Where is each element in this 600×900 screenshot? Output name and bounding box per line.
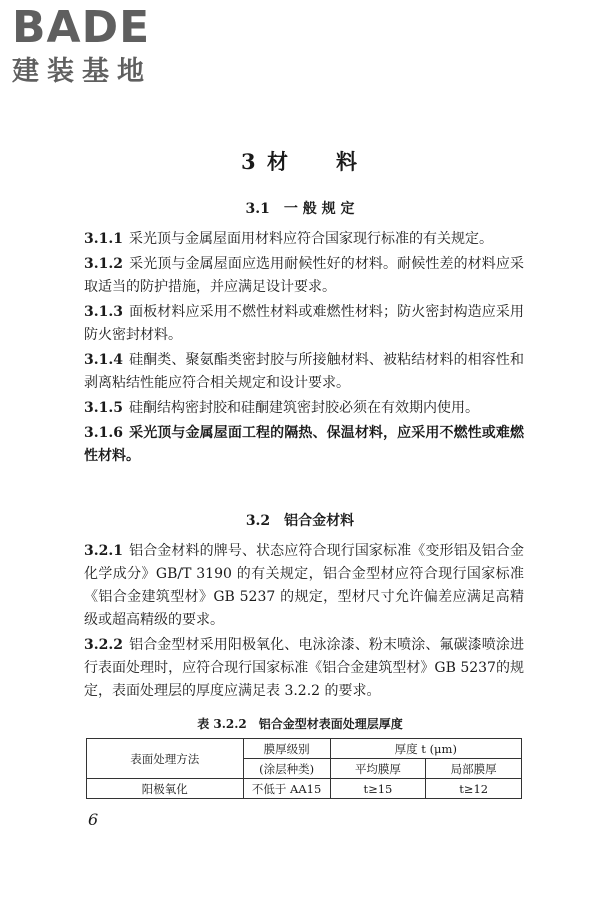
page-number: 6	[88, 810, 99, 829]
section-title-3-2: 3.2 铝合金材料	[245, 513, 355, 529]
clause-number: 3.2.2	[84, 637, 123, 653]
logo-wordmark: BADE	[12, 2, 151, 53]
clause-text: 硅酮类、聚氨酯类密封胶与所接触材料、被粘结材料的相容性和剥离粘结性能应符合相关规定和设计要求。	[84, 352, 524, 391]
clause-text: 铝合金型材采用阳极氧化、电泳涂漆、粉末喷涂、氟碳漆喷涂进行表面处理时，应符合现行国家标准《铝合金建筑型材》GB 5237的规定，表面处理层的厚度应满足表 3.2.2 的要求。	[84, 637, 524, 699]
clause-number: 3.1.2	[84, 256, 123, 272]
clause-3-2-2	[84, 634, 524, 703]
clause-text: 面板材料应采用不燃性材料或难燃性材料；防火密封构造应采用防火密封材料。	[84, 304, 524, 343]
clause-text: 采光顶与金属屋面工程的隔热、保温材料，应采用不燃性或难燃性材料。	[84, 425, 524, 464]
clause-3-1-6	[84, 422, 524, 468]
clause-3-1-5	[84, 397, 524, 420]
cell-local: t≥12	[426, 779, 522, 799]
clause-text: 硅酮结构密封胶和硅酮建筑密封胶必须在有效期内使用。	[128, 400, 479, 416]
clause-3-2-1	[84, 540, 524, 632]
header-level: 膜厚级别	[243, 739, 330, 759]
clause-3-1-4	[84, 349, 524, 395]
header-local: 局部膜厚	[426, 759, 522, 779]
cell-level: 不低于 AA15	[243, 779, 330, 799]
clause-number: 3.1.1	[84, 231, 123, 247]
section-3-2-body	[84, 540, 524, 705]
clause-number: 3.1.3	[84, 304, 123, 320]
clause-number: 3.1.4	[84, 352, 123, 368]
clause-number: 3.1.6	[84, 425, 123, 441]
clause-number: 3.1.5	[84, 400, 123, 416]
clause-text: 铝合金材料的牌号、状态应符合现行国家标准《变形铝及铝合金化学成分》GB/T 3190 的有关规定，铝合金型材应符合现行国家标准《铝合金建筑型材》GB 5237 的规定，型材尺寸允许偏差应满足高精级或超高精级的要求。	[84, 543, 524, 628]
clause-3-1-2	[84, 253, 524, 299]
section-3-1-body	[84, 228, 524, 470]
chapter-title: 3 材 料	[241, 149, 359, 174]
cell-method: 阳极氧化	[87, 779, 244, 799]
logo-chinese-name: 建装基地	[12, 56, 152, 87]
section-title-3-1: 3.1 一 般 规 定	[245, 201, 355, 217]
table-row	[87, 779, 522, 799]
clause-number: 3.2.1	[84, 543, 123, 559]
clause-3-1-3	[84, 301, 524, 347]
surface-treatment-table	[86, 738, 522, 799]
clause-text: 采光顶与金属屋面用材料应符合国家现行标准的有关规定。	[128, 231, 493, 247]
header-avg: 平均膜厚	[330, 759, 426, 779]
bade-logo	[12, 4, 152, 88]
table-caption: 表 3.2.2 铝合金型材表面处理层厚度	[197, 717, 403, 731]
header-level-sub: (涂层种类)	[243, 759, 330, 779]
clause-3-1-1	[84, 228, 524, 251]
table-header-row	[87, 739, 522, 759]
header-thickness: 厚度 t (μm)	[330, 739, 521, 759]
clause-text: 采光顶与金属屋面应选用耐候性好的材料。耐候性差的材料应采取适当的防护措施，并应满足设计要求。	[84, 256, 524, 295]
cell-avg: t≥15	[330, 779, 426, 799]
header-method: 表面处理方法	[87, 739, 244, 779]
